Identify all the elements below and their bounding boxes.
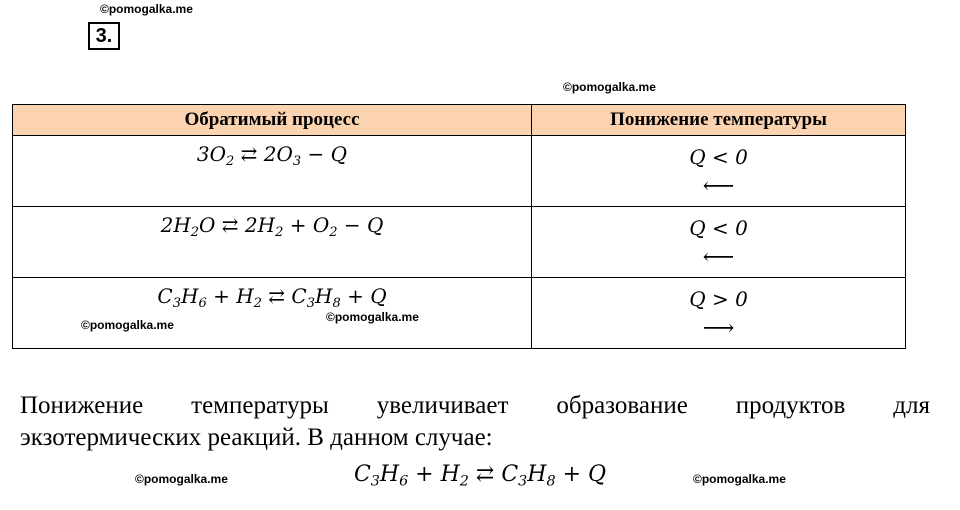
heat-condition: Q > 0 — [689, 287, 748, 311]
heat-condition: Q < 0 — [689, 145, 748, 169]
watermark: ©pomogalka.me — [81, 318, 174, 332]
table-header-row — [13, 105, 906, 136]
reaction-cell — [13, 278, 532, 349]
process-table — [12, 104, 906, 349]
task-number: 3. — [88, 22, 120, 50]
heat-condition: Q < 0 — [689, 216, 748, 240]
left-arrow-icon: ⟵ — [702, 245, 735, 270]
table-row — [13, 207, 906, 278]
condition-cell — [532, 207, 906, 278]
watermark: ©pomogalka.me — [326, 310, 419, 324]
reaction-formula: $2H_2O$ ⇄ $2H_2 + O_2 - Q$ — [160, 213, 384, 240]
reaction-formula: $3O_2$ ⇄ $2O_3 - Q$ — [196, 142, 348, 169]
left-arrow-icon: ⟵ — [702, 174, 735, 199]
watermark: ©pomogalka.me — [100, 2, 193, 16]
header-process: Обратимый процесс — [13, 105, 532, 136]
paragraph-line: экзотермических реакций. В данном случае: — [20, 424, 493, 451]
watermark: ©pomogalka.me — [693, 472, 786, 486]
reaction-formula: $C_3H_6 + H_2$ ⇄ $C_3H_8 + Q$ — [157, 284, 387, 311]
table-row — [13, 278, 906, 349]
table-row — [13, 136, 906, 207]
header-temperature: Понижение температуры — [532, 105, 906, 136]
condition-cell — [532, 278, 906, 349]
final-reaction-formula: $C_3H_6 + H_2$ ⇄ $C_3H_8 + Q$ — [353, 462, 607, 490]
right-arrow-icon: ⟶ — [702, 316, 735, 341]
reaction-cell — [13, 207, 532, 278]
watermark: ©pomogalka.me — [563, 80, 656, 94]
watermark: ©pomogalka.me — [135, 472, 228, 486]
paragraph-line: Понижение температуры увеличивает образование продуктов для — [20, 392, 930, 419]
explanation-paragraph — [20, 390, 930, 454]
reaction-cell — [13, 136, 532, 207]
condition-cell — [532, 136, 906, 207]
